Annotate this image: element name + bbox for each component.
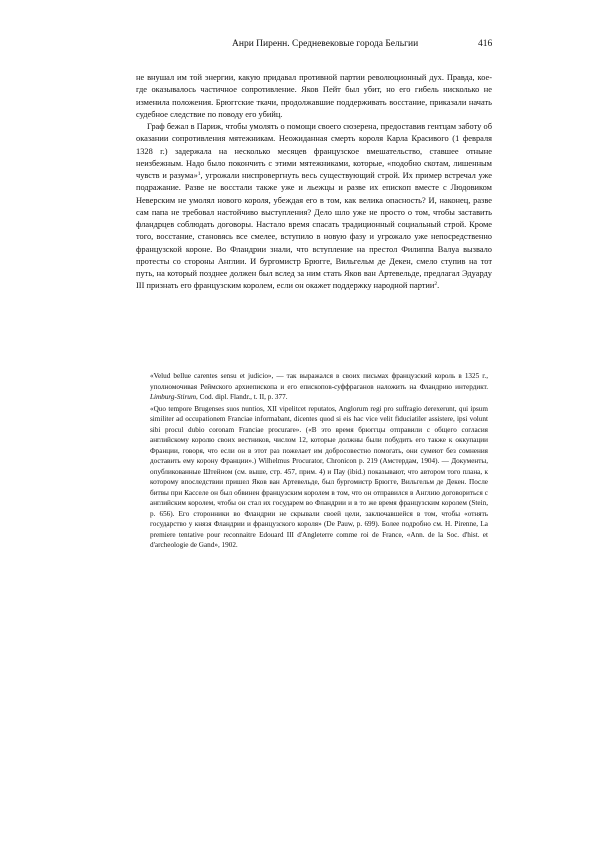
paragraph-2 <box>136 121 492 293</box>
header-title: Анри Пиренн. Средневековые города Бельгии <box>232 39 419 49</box>
footnote-1-text-b: Cod. dipl. Flandr., t. II, p. 377. <box>197 393 288 401</box>
main-text <box>136 72 492 293</box>
footnote-ref-1: 1 <box>197 171 201 177</box>
paragraph-2-part-a: Граф бежал в Париж, чтобы умолять о помощи своего сюзерена, предоставив гентцам заботу об оказании сопротивления мятежникам. Неожиданная смерть короля Карла Красивого (1 февраля 1328 г.) задержала на несколько месяцев французское вмешательство, ставшее отныне неизбежным. Надо было покончить с этими мятежниками, которые, «подобно скотам, лишенным чувств и разума» <box>136 122 492 180</box>
footnote-1-citation: Limburg-Stirum, <box>150 393 198 401</box>
running-header <box>0 39 600 53</box>
page-number: 416 <box>478 39 493 49</box>
paragraph-2-part-c: . <box>437 281 440 291</box>
footnote-1 <box>150 371 488 403</box>
paragraph-2-part-b: , угрожали ниспровергнуть весь существующий строй. Их пример встречал уже подражание. Разве не восстали также уже и льежцы и разве их епископ вместе с Людовиком Неверским не умолял нового короля, убеждая его в том, как велика опасность? И, наконец, разве сам папа не требовал настойчиво выступления? Дело шло уже не просто о том, чтобы заставить фландрцев соблюдать договоры. Настало время спасать традиционный социальный строй. Кроме того, восстание, становясь все смелее, вступило в новую фазу и угрожало уже непосредственно французской короне. Во Фландрии знали, что вступление на престол Филиппа Валуа вызвало протесты со стороны Англии. И бургомистр Брюгге, Вильгельм де Декен, смело ступив на тот путь, на который позднее должен был вслед за ним стать Яков ван Артевельде, предлагал Эдуарду III признать его французским королем, если он окажет поддержку народной партии <box>136 171 492 291</box>
footnote-2: «Quo tempore Brugenses suos nuntios, XII vipelitcet reputatos, Anglorum regi pro suffragio derexerunt, qui ipsum similiter ad occupationem Franciae informabant, dicentes quod si eis hac vice velit fiduciatiler assistere, ipsi volunt sibi procul dubio coronam Franciae procurare». («В это время брюггцы отправили с общего согласия английскому королю своих вестников, числом 12, которые должны были побудить его также к оккупации Франции, говоря, что если он в этот раз пожелает им добросовестно помогать, они сумеют без сомнения доставить ему корону Франции».) Wilhelmus Procurator, Chronicon p. 219 (Амстердам, 1904). — Документы, опубликованные Штейном (см. выше, стр. 457, прим. 4) и Пау (ibid.) показывают, что автором того плана, к которому впоследствии пришел Яков ван Артевельде, был бургомистр Брюгге, Вильгельм де Декен. После битвы при Касселе он был обвинен французским королем в том, что он отправился в Англию договориться с английским королем, чтобы он стал их государем во Фландрии и в то же время французским королем (Stein, p. 656). Его сторонники во Фландрии не скрывали своей цели, заключавшейся в том, чтобы «отнять государство у князя Фландрии и французского короля» (De Pauw, p. 699). Более подробно см. H. Pirenne, La premiere tentative pour reconnaitre Edouard III d'Angleterre comme roi de France, «Ann. de la Soc. d'hist. et d'archeologie de Gand», 1902. <box>150 404 488 549</box>
footnote-1-text-a: «Velud bellue carentes sensu et judicio», — так выражался в своих письмах французский король в 1325 г., уполномочивая Реймского архиепископа и его епископов-суффраганов наложить на Фландрию интердикт. <box>150 372 488 391</box>
footnote-ref-2: 2 <box>434 281 438 288</box>
footnotes <box>150 371 488 551</box>
paragraph-1: не внушал им той энергии, какую придавал противной партии революционный дух. Правда, кое-где оказывалось частичное сопротивление. Яков Пейт был убит, но его гибель нисколько не изменила положения. Брюггские ткачи, продолжавшие поддерживать восстание, приказали начать судебное следствие по поводу его убийц. <box>136 73 492 119</box>
